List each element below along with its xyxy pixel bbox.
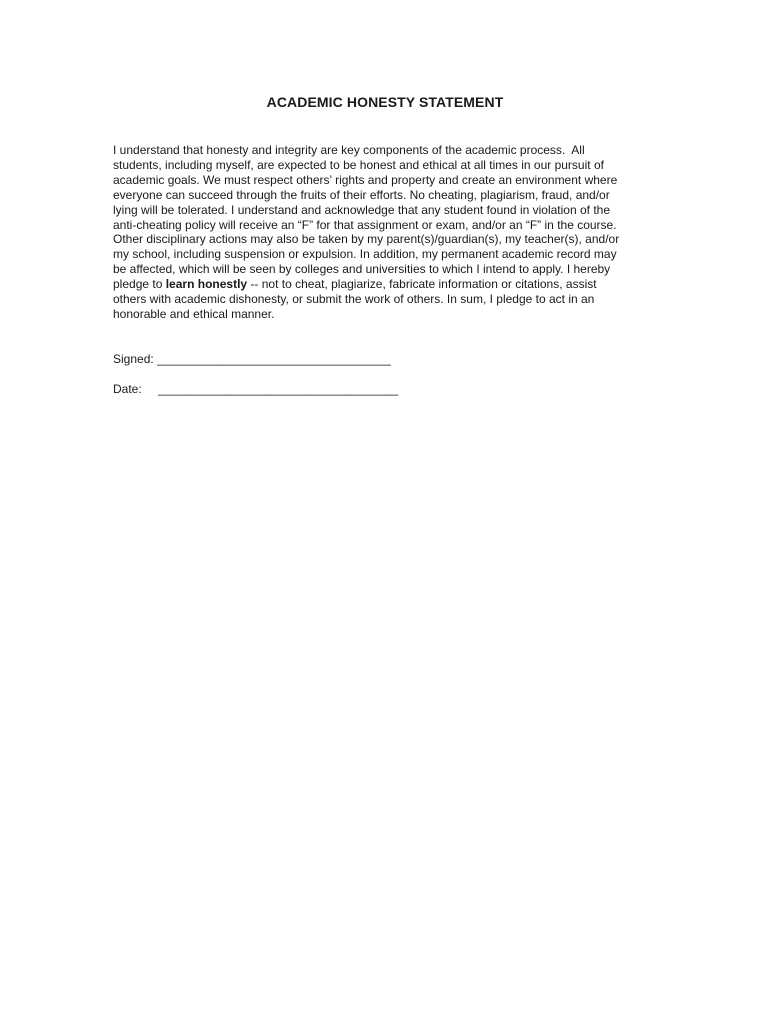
date-label: Date: [113,382,142,396]
document-title: ACADEMIC HONESTY STATEMENT [266,94,504,110]
signature-row [113,352,391,366]
paragraph-line: anti-cheating policy will receive an “F” for that assignment or exam, and/or an “F” in the course. [113,217,617,232]
paragraph-line: others with academic dishonesty, or submit the work of others. In sum, I pledge to act in an [113,292,595,307]
paragraph-line: academic goals. We must respect others’ rights and property and create an environment where [113,172,618,187]
paragraph-line: Other disciplinary actions may also be taken by my parent(s)/guardian(s), my teacher(s), and/or [113,232,620,247]
statement-paragraph [113,143,653,322]
date-row [113,382,398,396]
pledge-emphasis: learn honestly [165,277,248,292]
paragraph-line: be affected, which will be seen by colleges and universities to which I intend to apply. I hereby [113,262,611,277]
pledge-suffix: -- not to cheat, plagiarize, fabricate information or citations, assist [247,277,597,292]
paragraph-line: students, including myself, are expected to be honest and ethical at all times in our pursuit of [113,157,604,172]
paragraph-line: everyone can succeed through the fruits of their efforts. No cheating, plagiarism, fraud, and/or [113,187,610,202]
paragraph-line: I understand that honesty and integrity are key components of the academic process. All [113,143,585,157]
signature-line[interactable]: ___________________________________ [153,352,391,366]
date-line[interactable]: ____________________________________ [158,382,399,396]
paragraph-line: my school, including suspension or expulsion. In addition, my permanent academic record may [113,247,617,262]
paragraph-line: honorable and ethical manner. [113,306,275,321]
paragraph-line: lying will be tolerated. I understand and acknowledge that any student found in violation of the [113,202,610,217]
signed-label: Signed: [113,352,154,366]
pledge-line [113,277,653,292]
pledge-prefix: pledge to [113,277,166,292]
